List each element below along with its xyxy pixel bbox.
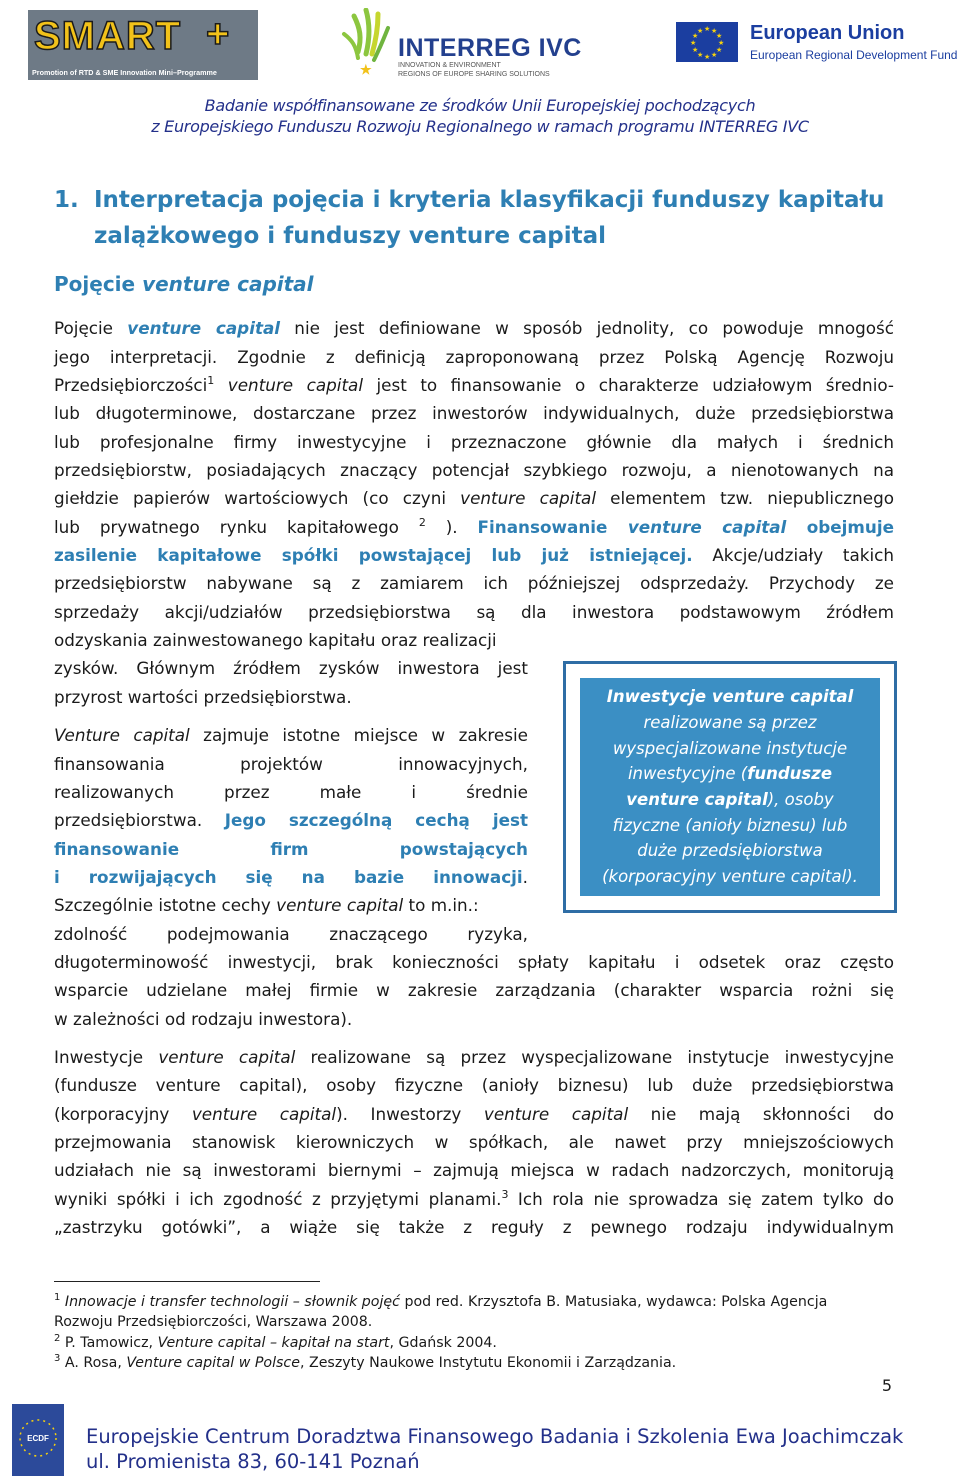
callout-box [563,661,897,913]
text-run: venture capital [483,1104,629,1124]
footnote-ref: 1 [207,374,215,387]
smart-logo-plus: + [206,12,230,56]
p1-line [54,542,894,568]
p1-line: lub długoterminowe, dostarczane przez inwestorów indywidualnych, duże przedsiębiorstwa [54,403,894,423]
text-run: ). Inwestorzy [336,1104,484,1124]
footnote-number: 2 [54,1333,61,1344]
p1-line: przedsiębiorstw, posiadających znaczący potencjał szybkiego rozwoju, a nienotowanych na [54,460,894,480]
footnote-ref: 3 [501,1188,509,1201]
eu-flag-icon [676,22,738,62]
interreg-title: INTERREG IVC [398,34,582,62]
p2-line [54,892,479,918]
text-run: realizowane są przez wyspecjalizowane instytucje inwestycyjne [295,1047,895,1067]
p2-line: finansowanie firm powstających [54,839,528,859]
chapter-number: 1. [54,187,79,213]
svg-text:★: ★ [716,46,723,54]
text-run: inwestycyjne ( [627,764,748,783]
text-run: ), osoby [767,790,834,809]
chapter-title-line-1: Interpretacja pojęcia i kryteria klasyfikacji funduszy kapitału [94,187,885,213]
text-run: Venture capital [54,725,190,745]
p1-line: przedsiębiorstw nabywane są z zamiarem ich późniejszej odsprzedaży. Przychody ze [54,573,894,593]
svg-text:★: ★ [711,51,718,59]
svg-text:★: ★ [704,25,711,33]
footnote-2 [54,1333,497,1353]
callout-line: wyspecjalizowane instytucje [612,739,848,758]
text-run: venture capital [214,375,363,395]
text-run: venture capital [276,895,404,915]
text-run: Ich rola nie sprowadza się zatem tylko do [508,1189,894,1209]
text-run: Finansowanie [477,517,628,537]
text-run: Venture capital – kapitał na start [157,1335,390,1351]
p2-line: zdolność podejmowania znaczącego ryzyka, [54,924,528,944]
chapter-title-line-2: zalążkowego i funduszy venture capital [94,223,607,249]
eu-name: European Union [750,22,905,44]
text-run: Pojęcie [54,318,128,338]
footnote-ref: 2 [418,516,426,529]
footnote-separator [54,1281,320,1282]
text-run: . [522,867,528,887]
text-run: ). [425,517,478,537]
text-run: Innowacje i transfer technologii – słownik pojęć [60,1294,400,1310]
footer-company-name: Europejskie Centrum Doradztwa Finansowego Badania i Szkolenia Ewa Joachimczak [86,1425,904,1448]
callout-line: fizyczne (anioły biznesu) lub [612,816,848,835]
interreg-stars-icon [340,8,396,78]
section-heading [54,272,314,296]
callout-line: realizowane są przez [643,713,817,732]
text-run: elementem tzw. niepublicznego [595,488,894,508]
footnote-1-cont: Rozwoju Przedsiębiorczości, Warszawa 2008. [54,1314,373,1330]
p2-line: długoterminowość inwestycji, brak konieczności spłaty kapitału i odsetek oraz często [54,952,894,972]
ecdf-logo [12,1404,64,1476]
p1-line: lub profesjonalne firmy inwestycyjne i przeznaczone głównie dla małych i średnich [54,432,894,452]
callout-line [580,764,880,783]
p1-line: jego interpretacji. Zgodnie z definicją zaproponowaną przez Polską Agencję Rozwoju [54,347,894,367]
footnote-1 [54,1292,827,1312]
p1-line [54,372,894,398]
text-run: Jego szczególną cechą jest [224,810,528,830]
text-run: Inwestycje [54,1047,159,1067]
svg-text:★: ★ [692,46,699,54]
smart-logo-text: SMART [34,14,182,58]
p1-line: odzyskania zainwestowanego kapitału oraz realizacji [54,630,497,650]
text-run: Szczególnie istotne cechy [54,895,277,915]
text-run: , Gdańsk 2004. [389,1335,497,1351]
text-run: venture capital [191,1104,337,1124]
text-run: nie jest definiowane w sposób jednolity, co powoduje mnogość [280,318,894,338]
p3-line [54,1101,894,1127]
page-header [0,0,960,160]
text-run: P. Tamowicz, [60,1335,158,1351]
svg-text:★: ★ [697,51,704,59]
text-run: venture capital [626,790,768,809]
text-run: obejmuje [786,517,894,537]
text-run: Przedsiębiorczości [54,375,208,395]
p3-line: „zastrzyku gotówki”, a wiąże się także z reguły z pewnego rodzaju indywidualnym [54,1217,894,1237]
p3-line: (fundusze venture capital), osoby fizyczne (anioły biznesu) lub duże przedsiębiorstwa [54,1075,894,1095]
european-union-logo [676,22,960,72]
header-caption-line-2: z Europejskiego Funduszu Rozwoju Regionalnego w ramach programu INTERREG IVC [151,117,809,136]
p2-line: wsparcie udzielane małej firmie w zakresie zarządzania (charakter wsparcia rożni się [54,980,894,1000]
footnote-number: 1 [54,1292,61,1303]
text-run: pod red. Krzysztofa B. Matusiaka, wydawca: Polska Agencja [399,1294,828,1310]
p1-line [54,315,894,341]
eu-fund-name: European Regional Development Fund [750,48,958,62]
text-run: to m.in.: [403,895,479,915]
text-run: , Zeszyty Naukowe Instytutu Ekonomii i Zarządzania. [299,1355,677,1371]
svg-text:★: ★ [692,32,699,40]
interreg-subtitle-1: INNOVATION & ENVIRONMENT [398,62,501,69]
text-run: giełdzie papierów wartościowych (co czyni [54,488,461,508]
p3-line: przejmowania stanowisk kierowniczych w spółkach, ale nawet przy mniejszościowych [54,1132,894,1152]
text-run: nie mają skłonności do [628,1104,895,1124]
text-run: i rozwijających się na bazie innowacji [54,867,523,887]
section-heading-text: Pojęcie [54,272,143,296]
svg-text:★: ★ [690,39,697,47]
svg-text:★: ★ [711,27,718,35]
text-run: venture capital [460,488,596,508]
p3-line [54,1186,894,1212]
p1-line [54,485,894,511]
text-run: venture capital [127,318,281,338]
footnote-number: 3 [54,1353,61,1364]
text-run: Akcje/udziały takich [692,545,894,565]
text-run: venture capital [627,517,787,537]
interreg-logo [340,8,620,82]
interreg-subtitle-2: REGIONS OF EUROPE SHARING SOLUTIONS [398,71,550,78]
p2-line: w zależności od rodzaju inwestora). [54,1009,353,1029]
text-run: A. Rosa, [60,1355,127,1371]
text-run: zajmuje istotne miejsce w zakresie [189,725,528,745]
p1-line [54,514,894,540]
text-run: fundusze [747,764,833,783]
header-caption-line-1: Badanie współfinansowane ze środków Unii Europejskiej pochodzących [204,96,756,115]
text-run: wyniki spółki i ich zgodność z przyjętymi planami. [54,1189,502,1209]
callout-box-inner [580,678,880,896]
p3-line: udziałach nie są inwestorami biernymi – zajmują miejsca w radach nadzorczych, monitorują [54,1160,894,1180]
footer-address: ul. Promienista 83, 60-141 Poznań [86,1450,420,1473]
text-run: Venture capital w Polsce [126,1355,300,1371]
text-run: przedsiębiorstwa. [54,810,225,830]
callout-line: duże przedsiębiorstwa [637,841,823,860]
footnote-3 [54,1353,676,1373]
svg-text:★: ★ [718,39,725,47]
smart-plus-logo [28,10,258,80]
svg-text:★: ★ [716,32,723,40]
svg-text:★: ★ [697,27,704,35]
section-heading-italic: venture capital [142,272,314,296]
text-run: zasilenie kapitałowe spółki powstającej lub już istniejącej. [54,545,693,565]
text-run: (korporacyjny [54,1104,192,1124]
smart-logo-subtitle: Promotion of RTD & SME Innovation Mini–Programme [32,68,217,77]
svg-text:★: ★ [360,62,372,77]
p2-line [54,722,528,748]
text-run: jest to finansowanie o charakterze udziałowym średnio- [363,375,894,395]
callout-line: (korporacyjny venture capital). [602,867,858,886]
p2-line: realizowanych przez małe i średnie [54,782,528,802]
p2-line: finansowania projektów innowacyjnych, [54,754,528,774]
p2-line [54,864,528,890]
text-run: venture capital [158,1047,296,1067]
p1-line: sprzedaży akcji/udziałów przedsiębiorstwa są dla inwestora podstawowym źródłem [54,602,894,622]
callout-line: Inwestycje venture capital [606,687,854,706]
p3-line [54,1044,894,1070]
page-number: 5 [881,1376,892,1395]
ecdf-logo-text: ECDF [27,1434,49,1443]
p1-line: przyrost wartości przedsiębiorstwa. [54,687,352,707]
text-run: lub prywatnego rynku kapitałowego [54,517,419,537]
callout-line [580,790,880,809]
p1-line: zysków. Głównym źródłem zysków inwestora jest [54,658,528,678]
p2-line [54,807,528,833]
svg-text:★: ★ [704,53,711,61]
